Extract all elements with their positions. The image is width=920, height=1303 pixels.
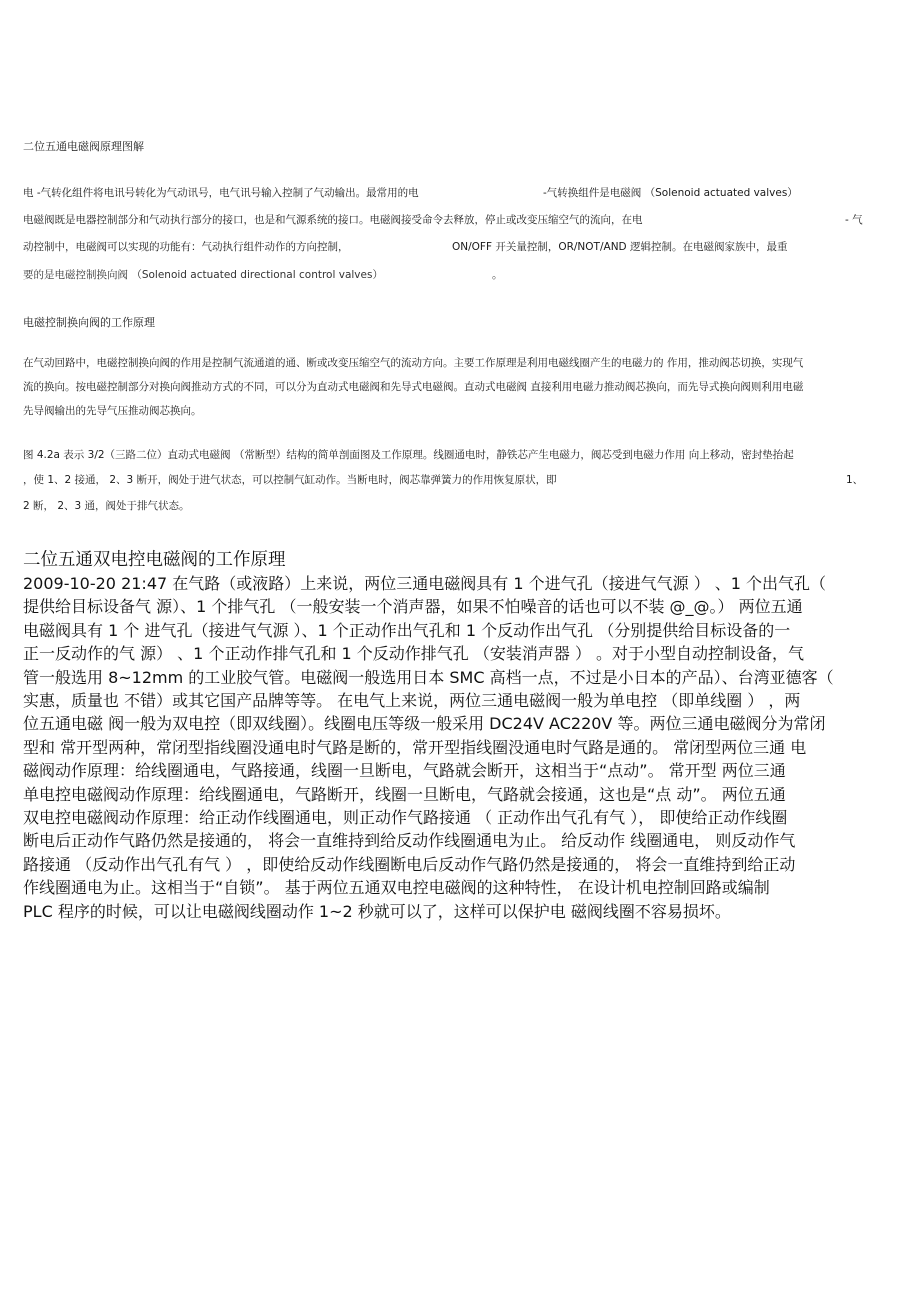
intro-line-4a: 要的是电磁控制换向阀 （Solenoid actuated directional control valves） — [23, 269, 383, 281]
intro-line-1b: -气转换组件是电磁阀 （Solenoid actuated valves） — [543, 187, 798, 199]
section-heading-working-principle: 电磁控制换向阀的工作原理 — [23, 316, 155, 329]
article-line: 管一般选用 8~12mm 的工业胶气管。电磁阀一般选用日本 SMC 高档一点，不过是小日本的产品）、台湾亚德客（ — [23, 667, 834, 687]
article-line: 位五通电磁 阀一般为双电控（即双线圈）。线圈电压等级一般采用 DC24V AC220V 等。两位三通电磁阀分为常闭 — [23, 714, 826, 734]
article-line: 路接通 （反动作出气孔有气 ） ，即使给反动作线圈断电后反动作气路仍然是接通的， 将会一直维持到给正动 — [23, 854, 796, 874]
intro-line-1a: 电 -气转化组件将电讯号转化为气动讯号，电气讯号输入控制了气动输出。最常用的电 — [23, 187, 419, 199]
article-line: 提供给目标设备气 源）、1 个排气孔 （一般安装一个消声器，如果不怕噪音的话也可以不装 @_@。） 两位五通 — [23, 597, 803, 617]
article-line: 断电后正动作气路仍然是接通的， 将会一直维持到给反动作线圈通电为止。 给反动作 线圈通电， 则反动作气 — [23, 831, 796, 851]
intro-line-2a: 电磁阀既是电器控制部分和气动执行部分的接口，也是和气源系统的接口。电磁阀接受命令去释放，停止或改变压缩空气的流向，在电 — [23, 214, 643, 226]
section1-line: 在气动回路中，电磁控制换向阀的作用是控制气流通道的通、断或改变压缩空气的流动方向。主要工作原理是利用电磁线圈产生的电磁力的 作用，推动阀芯切换，实现气 — [23, 357, 804, 369]
article-line: 2009-10-20 21:47 在气路（或液路）上来说，两位三通电磁阀具有 1 个进气孔（接进气气源 ） 、1 个出气孔（ — [23, 574, 827, 593]
section2-line-1: 图 4.2a 表示 3/2（三路二位）直动式电磁阀 （常断型）结构的简单剖面图及工作原理。线圈通电时，静铁芯产生电磁力，阀芯受到电磁力作用 向上移动，密封垫抬起 — [23, 449, 794, 461]
section2-line-2b: 1、 — [846, 474, 864, 486]
article-line: 双电控电磁阀动作原理：给正动作线圈通电，则正动作气路接通 （ 正动作出气孔有气 ）， 即使给正动作线圈 — [23, 808, 788, 828]
document-title: 二位五通电磁阀原理图解 — [23, 140, 144, 153]
article-line: 单电控电磁阀动作原理：给线圈通电，气路断开，线圈一旦断电，气路就会接通，这也是“点 动”。 两位五通 — [23, 784, 786, 804]
article-title: 二位五通双电控电磁阀的工作原理 — [23, 550, 286, 570]
section2-line-2a: ，使 1、2 接通， 2、3 断开，阀处于进气状态，可以控制气缸动作。当断电时，阀芯靠弹簧力的作用恢复原状，即 — [23, 474, 557, 486]
section2-line-3: 2 断， 2、3 通，阀处于排气状态。 — [23, 500, 190, 512]
section1-line: 先导阀输出的先导气压推动阀芯换向。 — [23, 405, 202, 417]
intro-line-3b: ON/OFF 开关量控制，OR/NOT/AND 逻辑控制。在电磁阀家族中，最重 — [452, 241, 788, 253]
article-body — [23, 572, 893, 923]
article-line: PLC 程序的时候，可以让电磁阀线圈动作 1~2 秒就可以了，这样可以保护电 磁阀线圈不容易损坏。 — [23, 901, 731, 921]
article-line: 作线圈通电为止。这相当于“自锁”。 基于两位五通双电控电磁阀的这种特性， 在设计机电控制回路或编制 — [23, 878, 770, 898]
article-line: 电磁阀具有 1 个 进气孔（接进气气源 ）、1 个正动作出气孔和 1 个反动作出气孔 （分别提供给目标设备的一 — [23, 620, 791, 640]
article-line: 正一反动作的气 源） 、1 个正动作排气孔和 1 个反动作排气孔 （安装消声器 ） 。对于小型自动控制设备，气 — [23, 644, 805, 664]
intro-line-2b: - 气 — [845, 214, 863, 226]
intro-line-3a: 动控制中，电磁阀可以实现的功能有：气动执行组件动作的方向控制， — [23, 241, 349, 253]
article-line: 型和 常开型两种，常闭型指线圈没通电时气路是断的，常开型指线圈没通电时气路是通的。 常闭型两位三通 电 — [23, 737, 807, 757]
section1-paragraph — [23, 354, 883, 420]
intro-line-4b: 。 — [492, 269, 503, 281]
article-line: 磁阀动作原理：给线圈通电，气路接通，线圈一旦断电，气路就会断开，这相当于“点动”。 常开型 两位三通 — [23, 761, 786, 781]
section1-line: 流的换向。按电磁控制部分对换向阀推动方式的不同，可以分为直动式电磁阀和先导式电磁阀。直动式电磁阀 直接利用电磁力推动阀芯换向，而先导式换向阀则利用电磁 — [23, 381, 804, 393]
article-line: 实惠，质量也 不错）或其它国产品牌等等。 在电气上来说，两位三通电磁阀一般为单电控 （即单线圈 ） ，两 — [23, 691, 801, 711]
